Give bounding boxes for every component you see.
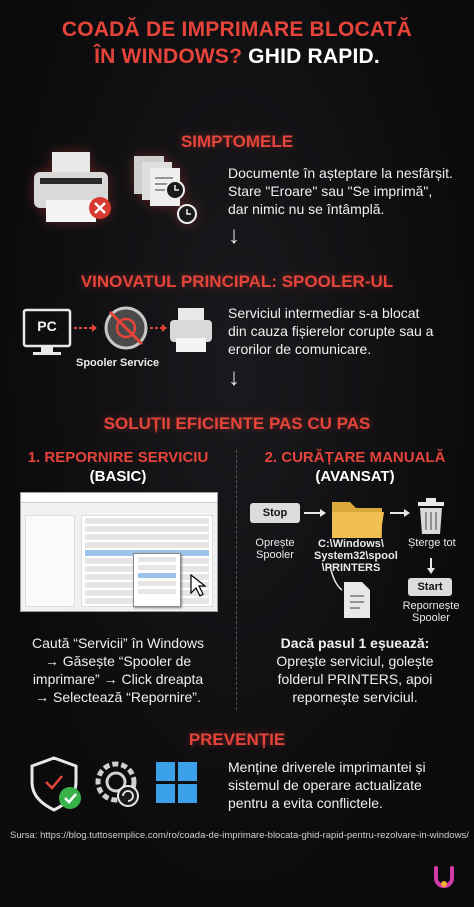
symptoms-text [228,164,453,218]
arrow-down-icon: ↓ [228,222,240,249]
step-restart-line: Repornește [402,600,460,612]
culprit-line: din cauza fișierelor corupte sau a [228,323,434,339]
culprit-heading: VINOVATUL PRINCIPAL: SPOOLER-UL [80,272,394,291]
prevention-line: pentru a evita conflictele. [228,795,383,811]
culprit-line: Serviciul intermediar s-a blocat [228,305,420,321]
folder-icon [332,502,384,538]
printer-icon [170,308,212,352]
window-title-bar [21,493,217,503]
pc-label: PC [37,318,57,334]
basic-line: imprimare” → Click dreapta [32,671,204,687]
symptoms-line: Documente în așteptare la nesfârșit. [228,165,453,181]
advanced-title: 2. CURĂȚARE MANUALĂ [264,449,446,466]
document-icon [344,582,370,618]
basic-line: → Găsește “Spooler de [44,653,192,669]
prevention-text [228,758,426,812]
broken-gear-icon [106,308,146,348]
title-line-2-red: ÎN WINDOWS? [94,45,243,68]
title-line-1: COADĂ DE IMPRIMARE BLOCATĂ [61,18,413,41]
advanced-line: Dacă pasul 1 eșuează: [280,635,430,651]
arrow-down-icon: ↓ [228,364,240,391]
windows-logo-icon [156,762,197,803]
prevention-icons [28,754,208,814]
queued-documents-icon [134,156,196,223]
update-gear-icon [98,764,138,806]
column-divider [236,450,237,710]
step-stop-line: Oprește [255,537,295,549]
basic-line: → Selectează “Repornire”. [35,689,201,705]
symptoms-line: Stare "Eroare" sau "Se imprimă", [228,183,433,199]
culprit-line: erorilor de comunicare. [228,341,372,357]
path-line: \PRINTERS [321,562,381,574]
step-stop-line: Spooler [256,549,294,561]
symptoms-line: dar nimic nu se întâmplă. [228,201,385,217]
stop-button: Stop [250,503,300,523]
advanced-line: Oprește serviciul, golește [276,653,434,669]
spool-path-label [314,538,398,574]
path-line: C:\Windows\ [318,538,384,550]
solutions-heading: SOLUȚII EFICIENTE PAS CU PAS [103,414,371,433]
advanced-subtitle: (AVANSAT) [315,468,395,485]
prevention-line: sistemul de operare actualizate [228,777,422,793]
culprit-text [228,304,433,358]
advanced-solution-title [244,448,466,486]
basic-solution-text [10,634,226,706]
start-button: Start [408,578,452,596]
shield-check-icon [32,758,81,810]
page-title [0,16,474,70]
spooler-service-label: Spooler Service [76,357,160,369]
prevention-heading: PREVENȚIE [188,730,286,749]
step-restart-label [398,600,464,624]
title-line-2-white: GHID RAPID. [248,45,380,68]
basic-title: 1. REPORNIRE SERVICIU [27,449,209,466]
basic-line: Caută “Servicii” în Windows [32,635,204,651]
title-line-2 [0,43,474,70]
context-menu [133,553,181,607]
path-line: System32\spool [314,550,398,562]
prevention-line: Menține driverele imprimantei și [228,759,426,775]
brand-logo-icon [432,864,456,892]
step-restart-line: Spooler [412,612,450,624]
basic-subtitle: (BASIC) [89,468,147,485]
mouse-cursor-icon [189,573,207,597]
symptoms-heading: SIMPTOMELE [180,132,294,151]
step-delete-label: Șterge tot [408,537,456,549]
printer-error-icon [30,150,220,230]
trash-icon [418,498,444,534]
basic-solution-title [10,448,226,486]
step-stop-label [244,537,306,561]
services-sidebar [25,515,75,607]
source-link[interactable]: Sursa: https://blog.tuttosemplice.com/ro/coada-de-imprimare-blocata-ghid-rapid-pentru-rezolvare-in-windows/ [10,830,469,841]
advanced-line: repornește serviciul. [292,689,418,705]
advanced-line: folderul PRINTERS, apoi [277,671,433,687]
services-window-screenshot [20,492,218,612]
advanced-solution-text [244,634,466,706]
